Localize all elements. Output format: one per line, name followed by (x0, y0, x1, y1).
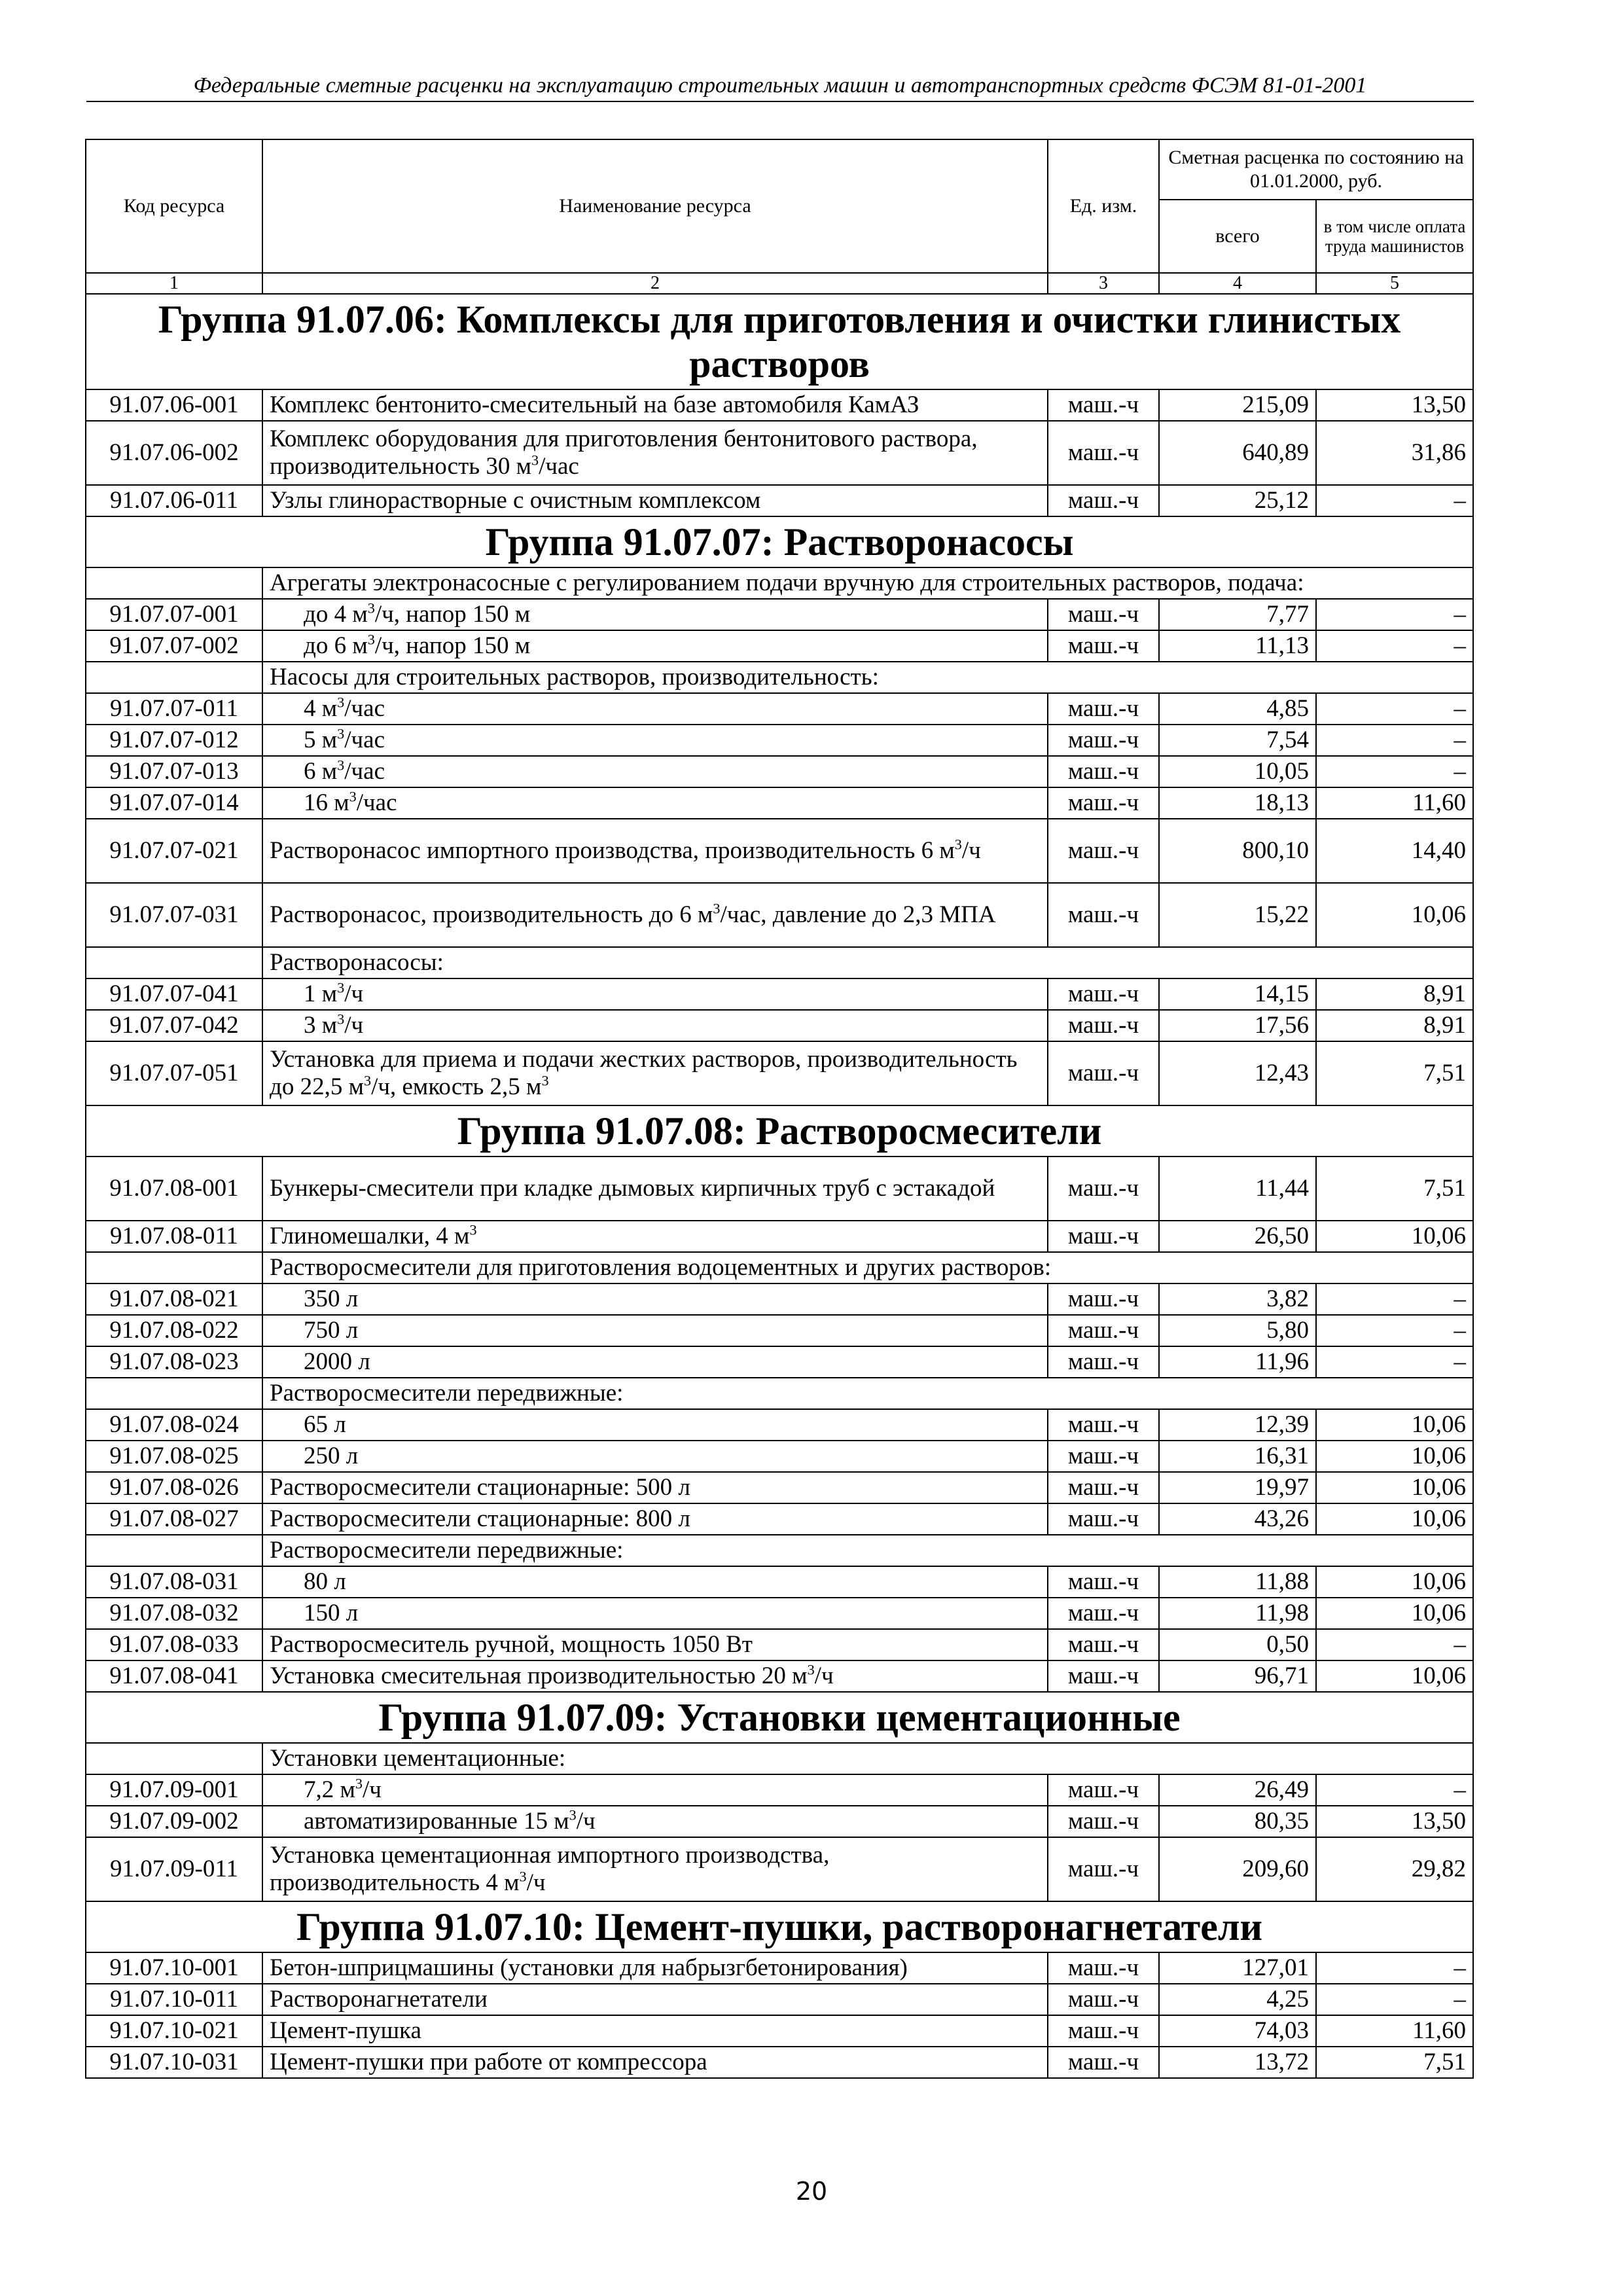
price-total: 800,10 (1159, 819, 1316, 883)
resource-name: Комплекс оборудования для приготовления бентонитового раствора, производительность 30 $м^3$/час (262, 421, 1048, 485)
group-heading: Группа 91.07.06: Комплексы для приготовления и очистки глинистых растворов (86, 294, 1473, 389)
price-labor: 14,40 (1316, 819, 1473, 883)
resource-name: 250 л (262, 1441, 1048, 1472)
resource-name: Установка смесительная производительностью 20 $м^3/ч$ (262, 1660, 1048, 1692)
col-number: 2 (262, 273, 1048, 294)
resource-rate-table (85, 139, 1474, 2079)
resource-unit: маш.-ч (1048, 1566, 1159, 1598)
table-row (86, 2015, 1473, 2047)
resource-name: Узлы глинорастворные с очистным комплексом (262, 485, 1048, 516)
resource-name: 750 л (262, 1315, 1048, 1346)
resource-name: Бетон-шприцмашины (установки для набрызгбетонирования) (262, 1952, 1048, 1984)
price-total: 11,96 (1159, 1346, 1316, 1378)
table-row (86, 421, 1473, 485)
resource-name: 350 л (262, 1283, 1048, 1315)
price-total: 0,50 (1159, 1629, 1316, 1660)
resource-name: 16 $м^3$/час (262, 787, 1048, 819)
price-labor: 10,06 (1316, 1598, 1473, 1629)
resource-unit: маш.-ч (1048, 1837, 1159, 1901)
group-heading: Группа 91.07.08: Растворосмесители (86, 1105, 1473, 1157)
price-labor: 11,60 (1316, 787, 1473, 819)
resource-name: 5 $м^3$/час (262, 725, 1048, 756)
resource-code: 91.07.07-013 (86, 756, 262, 787)
price-total: 7,54 (1159, 725, 1316, 756)
resource-code: 91.07.08-023 (86, 1346, 262, 1378)
resource-code: 91.07.09-002 (86, 1806, 262, 1837)
resource-name: 80 л (262, 1566, 1048, 1598)
group-heading-row (86, 1901, 1473, 1952)
resource-unit: маш.-ч (1048, 2015, 1159, 2047)
category-label: Растворосмесители передвижные: (262, 1378, 1473, 1409)
table-row (86, 1503, 1473, 1535)
empty-code-cell (86, 1743, 262, 1774)
table-row (86, 1566, 1473, 1598)
price-labor: – (1316, 599, 1473, 630)
resource-name: Глиномешалки, 4 $м^3$ (262, 1221, 1048, 1252)
price-labor: – (1316, 1952, 1473, 1984)
price-total: 17,56 (1159, 1010, 1316, 1041)
price-total: 13,72 (1159, 2047, 1316, 2078)
table-row (86, 756, 1473, 787)
group-heading-row (86, 516, 1473, 567)
resource-name: Растворосмесители стационарные: 500 л (262, 1472, 1048, 1503)
price-total: 11,88 (1159, 1566, 1316, 1598)
resource-name: до 4 $м^3/ч$, напор 150 м (262, 599, 1048, 630)
resource-name: 2000 л (262, 1346, 1048, 1378)
empty-code-cell (86, 567, 262, 599)
resource-unit: маш.-ч (1048, 693, 1159, 725)
resource-code: 91.07.06-001 (86, 389, 262, 421)
table-row (86, 1472, 1473, 1503)
resource-name: 7,2 $м^3/ч$ (262, 1774, 1048, 1806)
price-labor: – (1316, 1774, 1473, 1806)
resource-code: 91.07.09-011 (86, 1837, 262, 1901)
col-number: 1 (86, 273, 262, 294)
resource-name: 6 $м^3$/час (262, 756, 1048, 787)
price-total: 74,03 (1159, 2015, 1316, 2047)
resource-code: 91.07.10-021 (86, 2015, 262, 2047)
price-total: 19,97 (1159, 1472, 1316, 1503)
resource-unit: маш.-ч (1048, 883, 1159, 947)
table-row (86, 485, 1473, 516)
resource-code: 91.07.08-024 (86, 1409, 262, 1441)
resource-unit: маш.-ч (1048, 1598, 1159, 1629)
category-label: Растворосмесители передвижные: (262, 1535, 1473, 1566)
resource-unit: маш.-ч (1048, 725, 1159, 756)
resource-code: 91.07.08-011 (86, 1221, 262, 1252)
resource-code: 91.07.08-026 (86, 1472, 262, 1503)
price-total: 96,71 (1159, 1660, 1316, 1692)
table-row (86, 1041, 1473, 1105)
price-total: 11,98 (1159, 1598, 1316, 1629)
table-body (86, 294, 1473, 2078)
price-total: 4,25 (1159, 1984, 1316, 2015)
table-row (86, 599, 1473, 630)
col-number: 5 (1316, 273, 1473, 294)
table-row (86, 630, 1473, 662)
resource-unit: маш.-ч (1048, 1952, 1159, 1984)
resource-code: 91.07.08-033 (86, 1629, 262, 1660)
resource-name: Растворонасос, производительность до 6 $м^3$/час, давление до 2,3 МПА (262, 883, 1048, 947)
resource-code: 91.07.10-011 (86, 1984, 262, 2015)
resource-unit: маш.-ч (1048, 1472, 1159, 1503)
table-row (86, 1010, 1473, 1041)
price-labor: – (1316, 1315, 1473, 1346)
price-labor: 31,86 (1316, 421, 1473, 485)
price-labor: – (1316, 630, 1473, 662)
price-labor: 10,06 (1316, 1441, 1473, 1472)
resource-code: 91.07.06-002 (86, 421, 262, 485)
resource-name: 150 л (262, 1598, 1048, 1629)
empty-code-cell (86, 662, 262, 693)
resource-code: 91.07.08-001 (86, 1157, 262, 1221)
resource-code: 91.07.10-031 (86, 2047, 262, 2078)
empty-code-cell (86, 1535, 262, 1566)
col-header-unit: Ед. изм. (1048, 139, 1159, 273)
table-row (86, 1952, 1473, 1984)
category-label: Установки цементационные: (262, 1743, 1473, 1774)
resource-name: Установка для приема и подачи жестких растворов, производительность до 22,5 $м^3/ч$, емкость 2,5 $м^3$ (262, 1041, 1048, 1105)
resource-code: 91.07.08-025 (86, 1441, 262, 1472)
resource-unit: маш.-ч (1048, 1409, 1159, 1441)
table-row (86, 978, 1473, 1010)
resource-unit: маш.-ч (1048, 1441, 1159, 1472)
table-row (86, 883, 1473, 947)
resource-unit: маш.-ч (1048, 1629, 1159, 1660)
resource-unit: маш.-ч (1048, 485, 1159, 516)
table-row (86, 1806, 1473, 1837)
category-label: Растворосмесители для приготовления водоцементных и других растворов: (262, 1252, 1473, 1283)
price-labor: 8,91 (1316, 978, 1473, 1010)
col-header-price: Сметная расценка по состоянию на 01.01.2000, руб. (1159, 139, 1473, 200)
resource-name: автоматизированные 15 $м^3/ч$ (262, 1806, 1048, 1837)
resource-name: 4 $м^3$/час (262, 693, 1048, 725)
price-total: 25,12 (1159, 485, 1316, 516)
resource-unit: маш.-ч (1048, 1157, 1159, 1221)
price-total: 18,13 (1159, 787, 1316, 819)
category-label: Агрегаты электронасосные с регулированием подачи вручную для строительных растворов, подача: (262, 567, 1473, 599)
table-row (86, 1837, 1473, 1901)
resource-name: Растворосмесители стационарные: 800 л (262, 1503, 1048, 1535)
resource-code: 91.07.07-011 (86, 693, 262, 725)
resource-name: до 6 $м^3/ч$, напор 150 м (262, 630, 1048, 662)
resource-unit: маш.-ч (1048, 389, 1159, 421)
resource-unit: маш.-ч (1048, 599, 1159, 630)
resource-code: 91.07.07-041 (86, 978, 262, 1010)
category-label: Растворонасосы: (262, 947, 1473, 978)
price-total: 640,89 (1159, 421, 1316, 485)
resource-unit: маш.-ч (1048, 1315, 1159, 1346)
group-heading: Группа 91.07.09: Установки цементационные (86, 1692, 1473, 1743)
price-total: 3,82 (1159, 1283, 1316, 1315)
resource-unit: маш.-ч (1048, 1346, 1159, 1378)
group-heading-row (86, 294, 1473, 389)
price-labor: 13,50 (1316, 389, 1473, 421)
price-labor: – (1316, 1629, 1473, 1660)
price-labor: 8,91 (1316, 1010, 1473, 1041)
resource-name: Растворонасос импортного производства, производительность 6 $м^3/ч$ (262, 819, 1048, 883)
price-labor: 7,51 (1316, 1157, 1473, 1221)
price-total: 4,85 (1159, 693, 1316, 725)
price-labor: 10,06 (1316, 1472, 1473, 1503)
price-total: 5,80 (1159, 1315, 1316, 1346)
resource-name: Растворосмеситель ручной, мощность 1050 Вт (262, 1629, 1048, 1660)
resource-name: 65 л (262, 1409, 1048, 1441)
price-labor: – (1316, 725, 1473, 756)
resource-name: 1 $м^3/ч$ (262, 978, 1048, 1010)
resource-name: Растворонагнетатели (262, 1984, 1048, 2015)
resource-name: Установка цементационная импортного производства, производительность 4 $м^3/ч$ (262, 1837, 1048, 1901)
page-number: 20 (795, 2177, 828, 2206)
resource-code: 91.07.07-021 (86, 819, 262, 883)
resource-name: Цемент-пушки при работе от компрессора (262, 2047, 1048, 2078)
group-heading: Группа 91.07.07: Растворонасосы (86, 516, 1473, 567)
col-header-total: всего (1159, 200, 1316, 273)
resource-name: Бункеры-смесители при кладке дымовых кирпичных труб с эстакадой (262, 1157, 1048, 1221)
category-row (86, 662, 1473, 693)
col-header-name: Наименование ресурса (262, 139, 1048, 273)
resource-code: 91.07.07-001 (86, 599, 262, 630)
price-labor: 10,06 (1316, 883, 1473, 947)
price-total: 80,35 (1159, 1806, 1316, 1837)
resource-name: Комплекс бентонито-смесительный на базе автомобиля КамАЗ (262, 389, 1048, 421)
price-total: 7,77 (1159, 599, 1316, 630)
price-labor: 29,82 (1316, 1837, 1473, 1901)
price-total: 12,43 (1159, 1041, 1316, 1105)
category-row (86, 567, 1473, 599)
table-row (86, 1409, 1473, 1441)
price-labor: – (1316, 1984, 1473, 2015)
resource-unit: маш.-ч (1048, 1806, 1159, 1837)
price-total: 10,05 (1159, 756, 1316, 787)
table-row (86, 1598, 1473, 1629)
resource-code: 91.07.07-014 (86, 787, 262, 819)
price-labor: – (1316, 756, 1473, 787)
resource-unit: маш.-ч (1048, 756, 1159, 787)
resource-code: 91.07.06-011 (86, 485, 262, 516)
price-labor: 11,60 (1316, 2015, 1473, 2047)
table-row (86, 693, 1473, 725)
resource-code: 91.07.07-031 (86, 883, 262, 947)
table-row (86, 2047, 1473, 2078)
price-labor: 10,06 (1316, 1503, 1473, 1535)
resource-unit: маш.-ч (1048, 819, 1159, 883)
resource-code: 91.07.07-012 (86, 725, 262, 756)
col-number: 4 (1159, 273, 1316, 294)
col-header-labor: в том числе оплата труда машинистов (1316, 200, 1473, 273)
table-header-row (86, 139, 1473, 200)
resource-code: 91.07.08-032 (86, 1598, 262, 1629)
table-row (86, 1441, 1473, 1472)
price-labor: 10,06 (1316, 1660, 1473, 1692)
resource-code: 91.07.10-001 (86, 1952, 262, 1984)
price-total: 15,22 (1159, 883, 1316, 947)
category-row (86, 1535, 1473, 1566)
resource-code: 91.07.08-041 (86, 1660, 262, 1692)
group-heading-row (86, 1692, 1473, 1743)
resource-code: 91.07.08-021 (86, 1283, 262, 1315)
col-number: 3 (1048, 273, 1159, 294)
price-total: 127,01 (1159, 1952, 1316, 1984)
resource-unit: маш.-ч (1048, 1221, 1159, 1252)
table-row (86, 787, 1473, 819)
group-heading: Группа 91.07.10: Цемент-пушки, растворонагнетатели (86, 1901, 1473, 1952)
resource-unit: маш.-ч (1048, 787, 1159, 819)
category-row (86, 947, 1473, 978)
price-total: 209,60 (1159, 1837, 1316, 1901)
resource-code: 91.07.07-051 (86, 1041, 262, 1105)
resource-unit: маш.-ч (1048, 1660, 1159, 1692)
price-labor: – (1316, 693, 1473, 725)
resource-code: 91.07.07-002 (86, 630, 262, 662)
resource-unit: маш.-ч (1048, 978, 1159, 1010)
price-total: 11,44 (1159, 1157, 1316, 1221)
price-labor: – (1316, 1283, 1473, 1315)
resource-unit: маш.-ч (1048, 1774, 1159, 1806)
price-total: 14,15 (1159, 978, 1316, 1010)
running-header: Федеральные сметные расценки на эксплуатацию строительных машин и автотранспортных средств ФСЭМ 81-01-2001 (86, 73, 1474, 102)
table-row (86, 819, 1473, 883)
resource-unit: маш.-ч (1048, 1041, 1159, 1105)
resource-name: 3 $м^3/ч$ (262, 1010, 1048, 1041)
group-heading-row (86, 1105, 1473, 1157)
table-row (86, 389, 1473, 421)
resource-unit: маш.-ч (1048, 1283, 1159, 1315)
resource-code: 91.07.08-022 (86, 1315, 262, 1346)
table-row (86, 1660, 1473, 1692)
price-labor: 7,51 (1316, 2047, 1473, 2078)
price-labor: – (1316, 1346, 1473, 1378)
price-labor: 7,51 (1316, 1041, 1473, 1105)
price-total: 215,09 (1159, 389, 1316, 421)
empty-code-cell (86, 1378, 262, 1409)
price-total: 26,49 (1159, 1774, 1316, 1806)
price-total: 16,31 (1159, 1441, 1316, 1472)
empty-code-cell (86, 1252, 262, 1283)
resource-unit: маш.-ч (1048, 2047, 1159, 2078)
empty-code-cell (86, 947, 262, 978)
table-row (86, 1774, 1473, 1806)
price-labor: 10,06 (1316, 1566, 1473, 1598)
price-labor: 13,50 (1316, 1806, 1473, 1837)
col-header-code: Код ресурса (86, 139, 262, 273)
price-total: 26,50 (1159, 1221, 1316, 1252)
resource-unit: маш.-ч (1048, 421, 1159, 485)
table-row (86, 1221, 1473, 1252)
resource-unit: маш.-ч (1048, 1984, 1159, 2015)
table-row (86, 1283, 1473, 1315)
table-row (86, 725, 1473, 756)
category-label: Насосы для строительных растворов, производительность: (262, 662, 1473, 693)
category-row (86, 1252, 1473, 1283)
resource-unit: маш.-ч (1048, 1503, 1159, 1535)
price-labor: 10,06 (1316, 1221, 1473, 1252)
category-row (86, 1378, 1473, 1409)
category-row (86, 1743, 1473, 1774)
resource-code: 91.07.08-027 (86, 1503, 262, 1535)
column-number-row (86, 273, 1473, 294)
price-labor: – (1316, 485, 1473, 516)
resource-code: 91.07.08-031 (86, 1566, 262, 1598)
price-total: 43,26 (1159, 1503, 1316, 1535)
table-row (86, 1629, 1473, 1660)
table-row (86, 1157, 1473, 1221)
price-total: 12,39 (1159, 1409, 1316, 1441)
resource-unit: маш.-ч (1048, 630, 1159, 662)
resource-code: 91.07.07-042 (86, 1010, 262, 1041)
resource-unit: маш.-ч (1048, 1010, 1159, 1041)
price-labor: 10,06 (1316, 1409, 1473, 1441)
table-row (86, 1984, 1473, 2015)
resource-code: 91.07.09-001 (86, 1774, 262, 1806)
table-row (86, 1346, 1473, 1378)
resource-name: Цемент-пушка (262, 2015, 1048, 2047)
table-row (86, 1315, 1473, 1346)
price-total: 11,13 (1159, 630, 1316, 662)
